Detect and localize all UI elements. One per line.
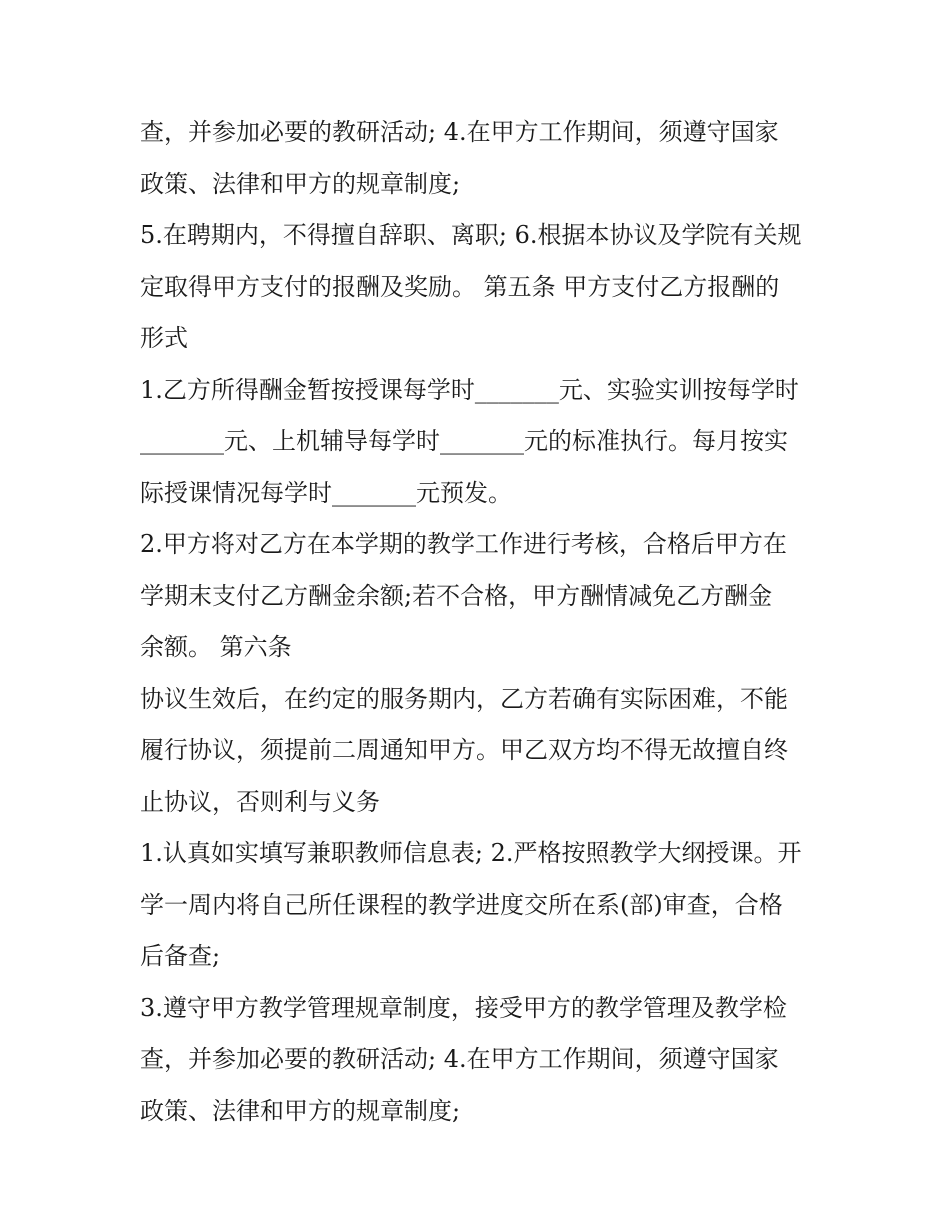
text-line: 查，并参加必要的教研活动; 4.在甲方工作期间，须遵守国家: [140, 1045, 779, 1073]
text-line: _______元、上机辅导每学时_______元的标准执行。每月按实: [140, 427, 788, 455]
text-line: 3.遵守甲方教学管理规章制度，接受甲方的教学管理及教学检: [140, 993, 787, 1022]
text-line: 2.甲方将对乙方在本学期的教学工作进行考核，合格后甲方在: [140, 530, 787, 558]
text-line: 形式: [140, 324, 188, 352]
text-line: 履行协议，须提前二周通知甲方。甲乙双方均不得无故擅自终: [140, 736, 788, 764]
text-line: 止协议，否则利与义务: [140, 787, 380, 816]
text-line: 学期末支付乙方酬金余额;若不合格，甲方酬情减免乙方酬金: [140, 581, 773, 610]
text-line: 1.乙方所得酬金暂按授课每学时_______元、实验实训按每学时: [140, 375, 799, 404]
text-line: 协议生效后，在约定的服务期内，乙方若确有实际困难，不能: [140, 684, 788, 713]
text-line: 政策、法律和甲方的规章制度;: [140, 1096, 461, 1125]
text-line: 查，并参加必要的教研活动; 4.在甲方工作期间，须遵守国家: [140, 118, 779, 146]
text-line: 1.认真如实填写兼职教师信息表; 2.严格按照教学大纲授课。开: [140, 839, 802, 867]
text-line: 学一周内将自己所任课程的教学进度交所在系(部)审查，合格: [140, 890, 783, 919]
text-line: 5.在聘期内，不得擅自辞职、离职; 6.根据本协议及学院有关规: [140, 221, 802, 249]
document-body: [140, 107, 820, 1137]
text-line: 政策、法律和甲方的规章制度;: [140, 169, 461, 198]
text-line: 定取得甲方支付的报酬及奖励。 第五条 甲方支付乙方报酬的: [140, 272, 780, 301]
text-line: 余额。 第六条: [140, 633, 292, 661]
text-line: 际授课情况每学时_______元预发。: [140, 478, 512, 507]
text-line: 后备查;: [140, 942, 221, 970]
